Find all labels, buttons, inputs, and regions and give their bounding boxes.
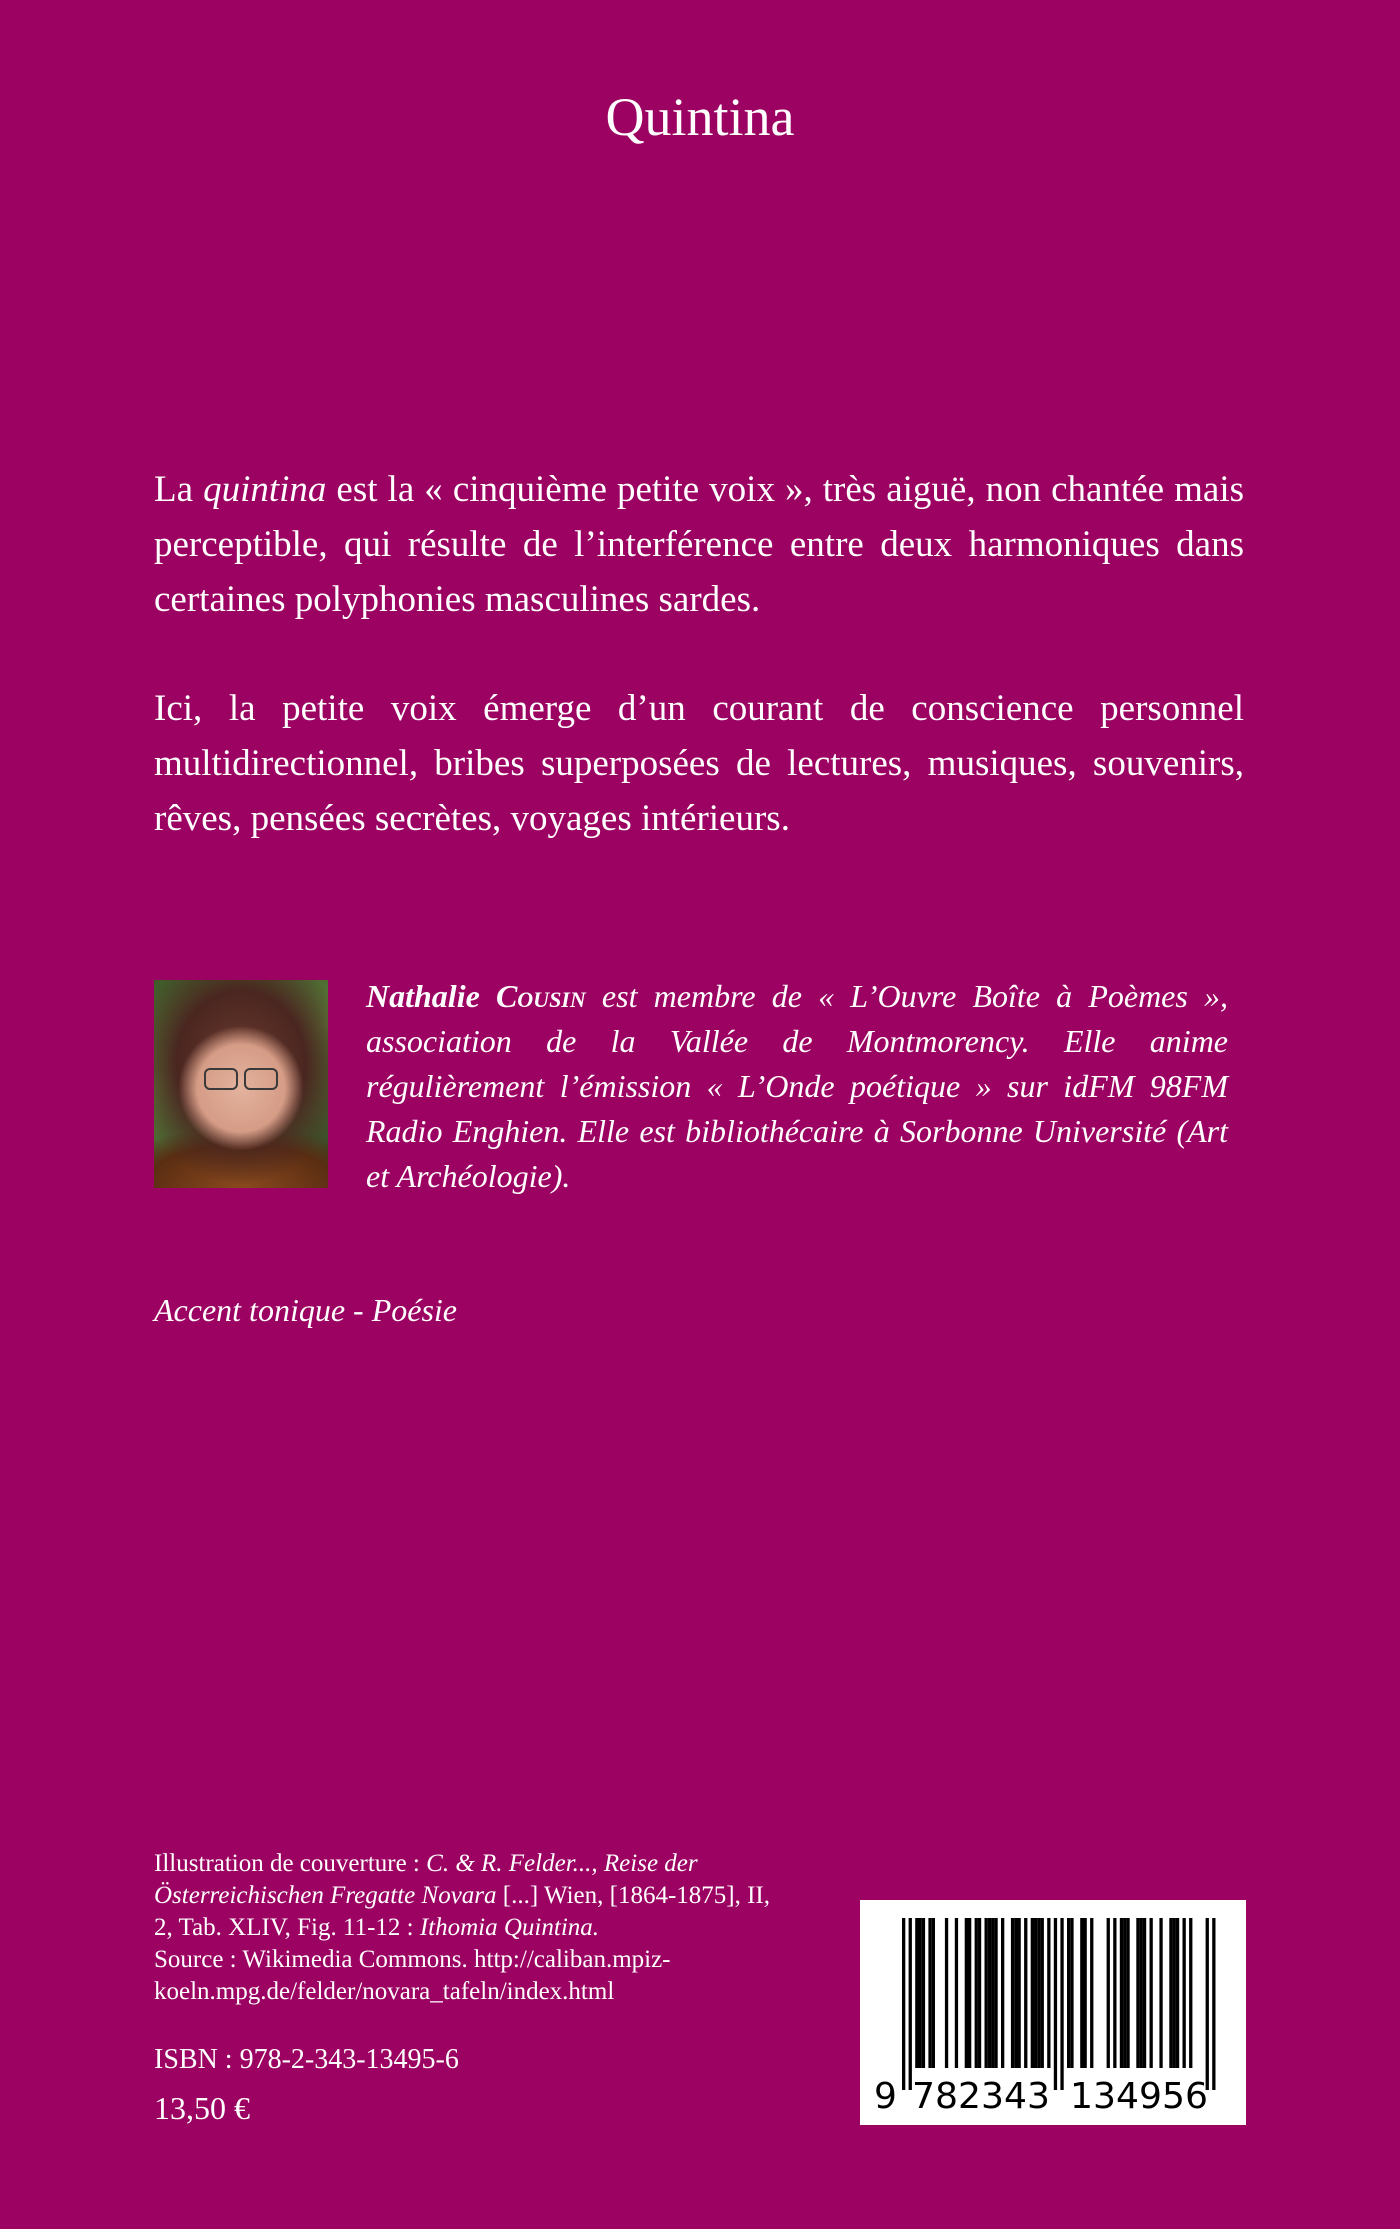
barcode-bar bbox=[1001, 1918, 1004, 2068]
credit-italic-species: Ithomia Quintina. bbox=[419, 1914, 600, 1941]
barcode-bar bbox=[1173, 1918, 1176, 2068]
barcode-bar bbox=[991, 1918, 994, 2068]
barcode-bar bbox=[922, 1918, 925, 2068]
barcode-bar bbox=[932, 1918, 935, 2068]
author-bio-text: est membre de « L’Ouvre Boîte à Poèmes », association de la Vallée de Montmorency. Elle anime régulièrement l’émission « L’Onde poétique » sur idFM 98FM Radio Enghien. Elle est bibliothécaire à Sorbonne Université (Art et Archéologie). bbox=[366, 978, 1229, 1194]
barcode-bar bbox=[945, 1918, 948, 2068]
price: 13,50 € bbox=[154, 2090, 250, 2126]
barcode-guard-bar bbox=[1054, 1918, 1057, 2090]
barcode-bar bbox=[1150, 1918, 1153, 2068]
barcode-left-digits: 782343 bbox=[912, 2076, 1050, 2117]
glasses-shape bbox=[204, 1068, 278, 1090]
blurb bbox=[154, 462, 1244, 846]
barcode-bar bbox=[1169, 1918, 1172, 2068]
barcode-bar bbox=[1189, 1918, 1192, 2068]
isbn: ISBN : 978-2-343-13495-6 bbox=[154, 2044, 459, 2075]
barcode-bar bbox=[968, 1918, 971, 2068]
barcode-bar bbox=[1113, 1918, 1116, 2068]
barcode-bar bbox=[1070, 1918, 1073, 2068]
barcode-bar bbox=[1031, 1918, 1034, 2068]
barcode-bar bbox=[1014, 1918, 1017, 2068]
author-photo bbox=[154, 980, 328, 1188]
blurb-p1-pre: La bbox=[154, 469, 204, 510]
barcode-bar bbox=[1183, 1918, 1186, 2068]
barcode-guard-bar bbox=[1206, 1918, 1209, 2090]
author-first-name: Nathalie bbox=[366, 978, 480, 1014]
barcode-bar bbox=[915, 1918, 918, 2068]
author-bio bbox=[366, 974, 1228, 1199]
barcode-bar bbox=[919, 1918, 922, 2068]
barcode-bar bbox=[1123, 1918, 1126, 2068]
barcode-bar bbox=[1090, 1918, 1093, 2068]
barcode-right-digits: 134956 bbox=[1070, 2076, 1208, 2117]
blurb-p1-italic: quintina bbox=[203, 469, 327, 510]
barcode-bar bbox=[1107, 1918, 1110, 2068]
author-last-name: Cousin bbox=[495, 978, 586, 1014]
barcode bbox=[860, 1900, 1246, 2125]
barcode-first-digit: 9 bbox=[874, 2076, 897, 2117]
credit-prefix: Illustration de couverture : bbox=[154, 1850, 427, 1877]
blurb-p1-post: est la « cinquième petite voix », très aiguë, non chantée mais perceptible, qui résulte de l’interférence entre deux harmoniques dans certaines polyphonies masculines sardes. bbox=[154, 469, 1244, 620]
barcode-guard-bar bbox=[902, 1918, 905, 2090]
barcode-bar bbox=[988, 1918, 991, 2068]
collection-name: Accent tonique - Poésie bbox=[154, 1292, 457, 1328]
barcode-bar bbox=[994, 1918, 997, 2068]
barcode-guard-bar bbox=[909, 1918, 912, 2090]
barcode-bar bbox=[1024, 1918, 1027, 2068]
barcode-bar bbox=[1143, 1918, 1146, 2068]
blurb-paragraph-2: Ici, la petite voix émerge d’un courant de conscience personnel multidirectionnel, bribes superposées de lectures, musiques, souvenirs, rêves, pensées secrètes, voyages intérieurs. bbox=[154, 688, 1244, 839]
barcode-bar bbox=[1067, 1918, 1070, 2068]
barcode-bars bbox=[902, 1918, 1216, 2090]
barcode-bar bbox=[1136, 1918, 1139, 2068]
blurb-paragraph-1 bbox=[154, 462, 1244, 627]
barcode-bar bbox=[1140, 1918, 1143, 2068]
barcode-bar bbox=[1176, 1918, 1179, 2068]
barcode-bar bbox=[1018, 1918, 1021, 2068]
barcode-bar bbox=[985, 1918, 988, 2068]
barcode-bar bbox=[1011, 1918, 1014, 2068]
barcode-bar bbox=[1084, 1918, 1087, 2068]
book-title: Quintina bbox=[605, 87, 795, 147]
barcode-bar bbox=[1159, 1918, 1162, 2068]
barcode-guard-bar bbox=[1212, 1918, 1215, 2090]
barcode-bar bbox=[1034, 1918, 1037, 2068]
barcode-bar bbox=[1041, 1918, 1044, 2068]
credit-source: Source : Wikimedia Commons. http://caliban.mpiz-koeln.mpg.de/felder/novara_tafeln/index.html bbox=[154, 1946, 671, 2005]
barcode-bar bbox=[1120, 1918, 1123, 2068]
credit-middle: [...] Wien, [1864-1875], II, 2, Tab. XLIV, Fig. 11-12 : bbox=[154, 1882, 770, 1941]
barcode-bar bbox=[1047, 1918, 1050, 2068]
barcode-bar bbox=[978, 1918, 981, 2068]
barcode-bar bbox=[1037, 1918, 1040, 2068]
barcode-guard-bar bbox=[1060, 1918, 1063, 2090]
illustration-credit bbox=[154, 1848, 794, 2008]
barcode-bar bbox=[965, 1918, 968, 2068]
barcode-bar bbox=[1126, 1918, 1129, 2068]
barcode-graphic bbox=[860, 1900, 1246, 2125]
barcode-bar bbox=[928, 1918, 931, 2068]
barcode-bar bbox=[975, 1918, 978, 2068]
barcode-bar bbox=[1080, 1918, 1083, 2068]
credit-italic-title: C. & R. Felder..., Reise der Österreichischen Fregatte Novara bbox=[154, 1850, 698, 1909]
barcode-bar bbox=[955, 1918, 958, 2068]
